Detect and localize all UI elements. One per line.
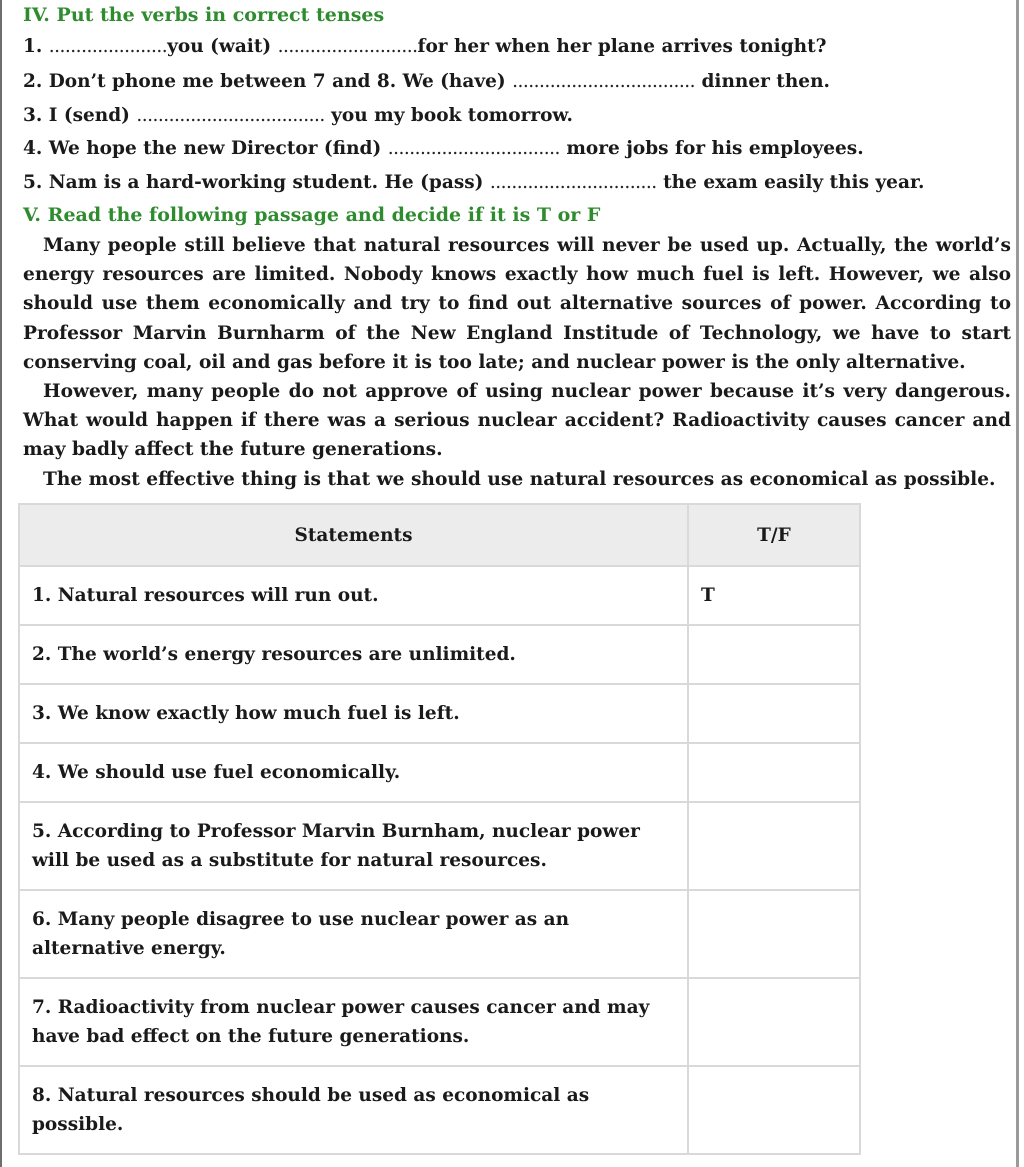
passage-paragraph-2: However, many people do not approve of using nuclear power because it’s very dangerous. What would happen if there was a serious nuclear accident? Radioactivity causes cancer and may badly affect the future generations. <box>23 381 1011 461</box>
item-text: 5. Nam is a hard-working student. He (pass) <box>23 172 484 193</box>
item-number: 1. <box>23 36 43 57</box>
answer-blank[interactable]: ............................... <box>489 172 657 193</box>
section-iv-title: IV. Put the verbs in correct tenses <box>23 4 385 26</box>
exercise-item-5 <box>23 171 924 195</box>
table-row <box>19 890 860 978</box>
item-text: dinner then. <box>701 71 830 92</box>
answer-blank[interactable]: .......................... <box>277 36 418 57</box>
table-row <box>19 684 860 743</box>
answer-cell[interactable] <box>688 978 860 1066</box>
item-text: you (wait) <box>167 36 272 57</box>
answer-cell[interactable] <box>688 1066 860 1154</box>
statement-cell: 8. Natural resources should be used as economical as possible. <box>19 1066 688 1154</box>
exercise-item-1 <box>23 35 826 59</box>
item-text: you my book tomorrow. <box>331 105 573 126</box>
statements-header: Statements <box>19 504 688 566</box>
item-text: 2. Don’t phone me between 7 and 8. We (have) <box>23 71 506 92</box>
table-header-row <box>19 504 860 566</box>
table-row <box>19 978 860 1066</box>
item-text: 4. We hope the new Director (find) <box>23 138 382 159</box>
table-row <box>19 625 860 684</box>
tf-header: T/F <box>688 504 860 566</box>
item-text: the exam easily this year. <box>663 172 925 193</box>
item-text: for her when her plane arrives tonight? <box>417 36 827 57</box>
statement-cell: 1. Natural resources will run out. <box>19 566 688 625</box>
statement-cell: 5. According to Professor Marvin Burnham, nuclear power will be used as a substitute for natural resources. <box>19 802 688 890</box>
answer-blank[interactable]: .................................. <box>512 71 696 92</box>
section-v-title: V. Read the following passage and decide if it is T or F <box>23 204 601 226</box>
answer-blank[interactable]: ................................ <box>387 138 560 159</box>
answer-cell[interactable] <box>688 743 860 802</box>
exercise-item-2 <box>23 70 830 94</box>
statement-cell: 2. The world’s energy resources are unlimited. <box>19 625 688 684</box>
statement-cell: 6. Many people disagree to use nuclear power as an alternative energy. <box>19 890 688 978</box>
exercise-item-3 <box>23 104 573 128</box>
answer-blank[interactable]: ...................... <box>48 36 168 57</box>
statement-cell: 3. We know exactly how much fuel is left. <box>19 684 688 743</box>
table-row <box>19 1066 860 1154</box>
item-text: 3. I (send) <box>23 105 130 126</box>
exercise-item-4 <box>23 137 864 161</box>
answer-cell[interactable] <box>688 625 860 684</box>
answer-cell[interactable] <box>688 890 860 978</box>
statement-cell: 4. We should use fuel economically. <box>19 743 688 802</box>
true-false-table <box>18 503 861 1155</box>
answer-cell[interactable] <box>688 802 860 890</box>
answer-blank[interactable]: ................................... <box>136 105 325 126</box>
answer-cell[interactable] <box>688 684 860 743</box>
passage-paragraph-1: Many people still believe that natural resources will never be used up. Actually, the world’s energy resources are limited. Nobody knows exactly how much fuel is left. However, we also should use them economically and try to find out alternative sources of power. According to Professor Marvin Burnharm of the New England Institude of Technology, we have to start conserving coal, oil and gas before it is too late; and nuclear power is the only alternative. <box>23 235 1011 373</box>
item-text: more jobs for his employees. <box>566 138 864 159</box>
table-row <box>19 566 860 625</box>
passage-paragraph-3: The most effective thing is that we should use natural resources as economical as possible. <box>43 468 996 490</box>
statement-cell: 7. Radioactivity from nuclear power causes cancer and may have bad effect on the future generations. <box>19 978 688 1066</box>
table-row <box>19 743 860 802</box>
answer-cell[interactable]: T <box>688 566 860 625</box>
reading-passage <box>23 231 1011 494</box>
table-row <box>19 802 860 890</box>
